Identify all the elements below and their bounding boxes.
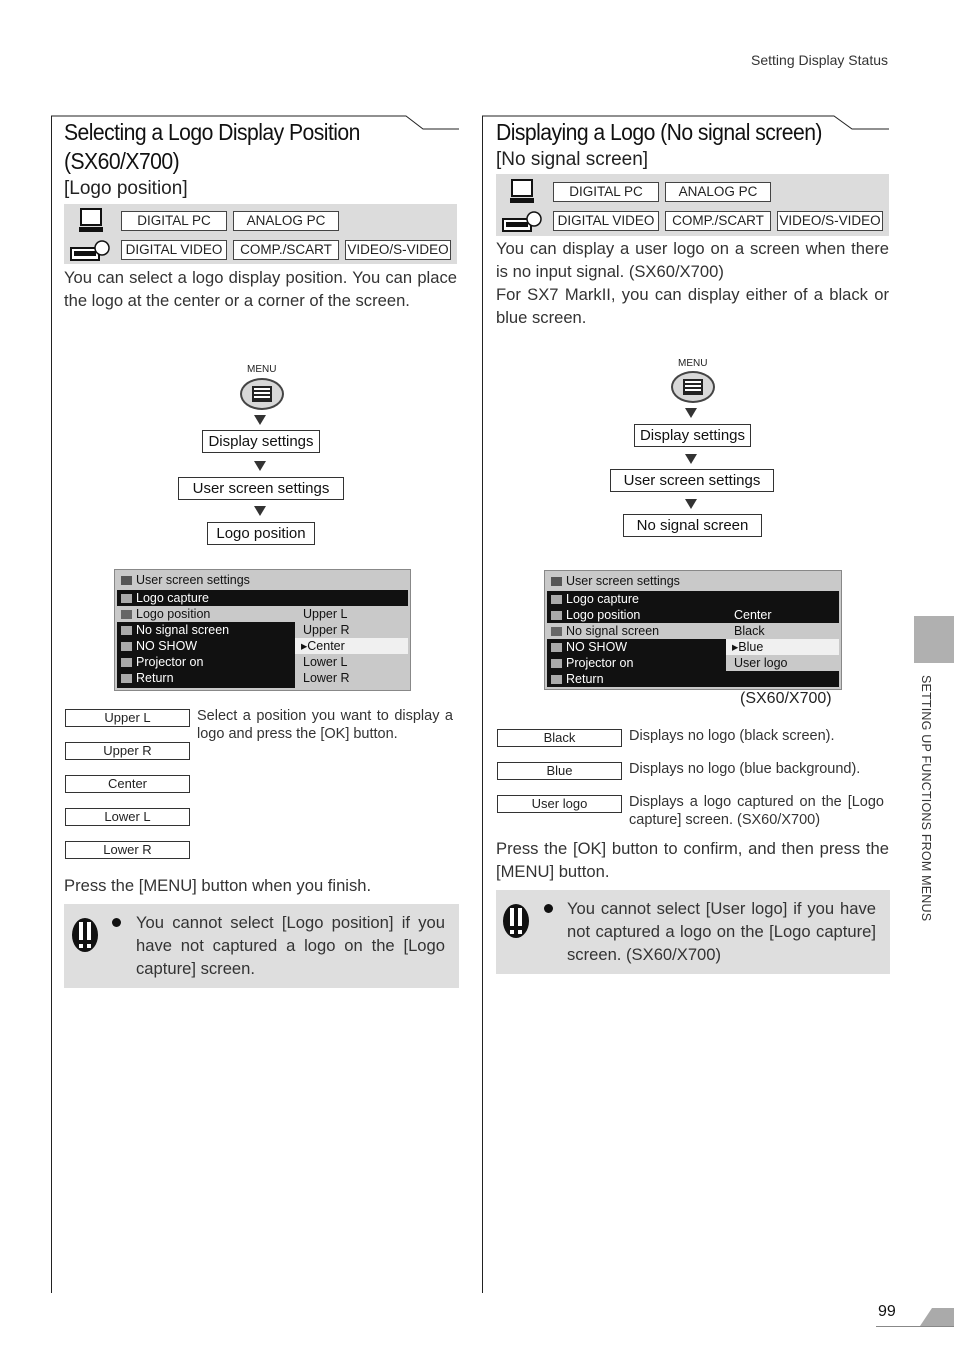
option-blue: Blue (497, 762, 622, 780)
screen-value: Black (734, 624, 765, 638)
left-signal-panel (64, 204, 457, 264)
position-option-center: Center (65, 775, 190, 793)
left-menu-screenshot (114, 569, 411, 691)
menu-step-logo-position: Logo position (207, 522, 315, 545)
menu-button-icon (671, 371, 715, 403)
screen-header: User screen settings (547, 573, 839, 589)
right-note (496, 890, 890, 974)
position-option-lower-r: Lower R (65, 841, 190, 859)
screen-row-no-show: NO SHOW (547, 639, 627, 655)
menu-button-label: MENU (678, 358, 708, 369)
chapter-tab (914, 616, 954, 663)
menu-step-user-screen-settings: User screen settings (610, 469, 774, 492)
screen-row-logo-position: Logo position (547, 607, 640, 623)
left-column-rule (51, 116, 52, 1293)
left-title-line2: (SX60/X700) (64, 148, 180, 174)
chip-video-svideo: VIDEO/S-VIDEO (777, 211, 883, 231)
chapter-side-label: SETTING UP FUNCTIONS FROM MENUS (919, 675, 933, 922)
chip-comp-scart: COMP./SCART (665, 211, 771, 231)
menu-step-user-screen-settings: User screen settings (178, 477, 344, 500)
menu-step-no-signal-screen: No signal screen (623, 514, 762, 537)
screen-row-no-show: NO SHOW (117, 638, 197, 654)
option-black-desc: Displays no logo (black screen). (629, 728, 835, 744)
screen-row-return: Return (117, 670, 174, 686)
video-player-icon (502, 209, 542, 233)
screen-option-selected: ▸Center (295, 638, 408, 654)
chip-digital-pc: DIGITAL PC (121, 211, 227, 231)
screenshot-caption: (SX60/X700) (740, 690, 832, 707)
right-confirm-text: Press the [OK] button to confirm, and then press the [MENU] button. (496, 839, 889, 881)
position-option-upper-l: Upper L (65, 709, 190, 727)
right-section-title: Displaying a Logo (No signal screen) (496, 119, 822, 145)
position-description: Select a position you want to display a logo and press the [OK] button. (197, 708, 453, 742)
arrow-down-icon (685, 408, 697, 418)
left-intro: You can select a logo display position. You can place the logo at the center or a corner of the screen. (64, 268, 457, 310)
screen-option: Lower R (303, 671, 350, 685)
chip-video-svideo: VIDEO/S-VIDEO (345, 240, 451, 260)
screen-value: Center (734, 608, 772, 622)
option-black: Black (497, 729, 622, 747)
left-finish-text: Press the [MENU] button when you finish. (64, 876, 372, 895)
menu-step-display-settings: Display settings (202, 430, 320, 453)
right-signal-panel (496, 174, 889, 236)
menu-step-display-settings: Display settings (634, 424, 751, 447)
screen-row-logo-capture: Logo capture (117, 590, 209, 606)
running-header: Setting Display Status (751, 52, 888, 68)
right-intro (496, 237, 889, 329)
caution-icon (502, 902, 530, 940)
chip-analog-pc: ANALOG PC (665, 182, 771, 202)
menu-button-label: MENU (247, 364, 277, 375)
screen-row-logo-capture: Logo capture (547, 591, 639, 607)
video-player-icon (70, 238, 110, 262)
screen-option: Lower L (303, 655, 348, 669)
screen-option: User logo (734, 656, 788, 670)
screen-row-projector-on: Projector on (117, 654, 203, 670)
monitor-icon (78, 208, 104, 234)
screen-header: User screen settings (117, 572, 408, 588)
option-user-logo-desc: Displays a logo captured on the [Logo capture] screen. (SX60/X700) (629, 794, 884, 828)
chip-digital-pc: DIGITAL PC (553, 182, 659, 202)
arrow-down-icon (685, 499, 697, 509)
right-menu-screenshot (544, 570, 842, 690)
page-corner-tab (876, 1306, 954, 1328)
screen-option: Upper R (303, 623, 350, 637)
caution-icon (71, 916, 99, 954)
right-intro-line1: You can display a user logo on a screen when there is no input signal. (SX60/X700) (496, 239, 889, 281)
arrow-down-icon (254, 506, 266, 516)
arrow-down-icon (685, 454, 697, 464)
screen-row-no-signal: No signal screen (117, 622, 229, 638)
right-note-text: You cannot select [User logo] if you have not captured a logo on the [Logo capture] screen. (SX60/X700) (567, 899, 876, 964)
arrow-down-icon (254, 461, 266, 471)
left-note (64, 904, 459, 988)
right-column-rule (482, 116, 483, 1293)
menu-button-icon (240, 378, 284, 410)
position-option-upper-r: Upper R (65, 742, 190, 760)
screen-row-return: Return (547, 671, 604, 687)
right-intro-line2: For SX7 MarkII, you can display either of a black or blue screen. (496, 285, 889, 327)
screen-option-selected: ▸Blue (726, 639, 839, 655)
option-blue-desc: Displays no logo (blue background). (629, 761, 861, 777)
right-subtitle: [No signal screen] (496, 149, 649, 170)
page-number: 99 (878, 1303, 896, 1320)
chip-comp-scart: COMP./SCART (233, 240, 339, 260)
left-title-line1: Selecting a Logo Display Position (64, 119, 360, 145)
arrow-down-icon (254, 415, 266, 425)
chip-digital-video: DIGITAL VIDEO (553, 211, 659, 231)
chip-analog-pc: ANALOG PC (233, 211, 339, 231)
left-subtitle: [Logo position] (64, 178, 188, 199)
screen-row-projector-on: Projector on (547, 655, 633, 671)
option-user-logo: User logo (497, 795, 622, 813)
screen-row-logo-position: Logo position (117, 606, 408, 622)
screen-option: Upper L (303, 607, 348, 621)
bullet-icon (544, 904, 553, 913)
chip-digital-video: DIGITAL VIDEO (121, 240, 227, 260)
bullet-icon (112, 918, 121, 927)
left-note-text: You cannot select [Logo position] if you have not captured a logo on the [Logo capture] screen. (136, 913, 445, 978)
position-option-lower-l: Lower L (65, 808, 190, 826)
left-section-title (64, 118, 395, 176)
screen-row-no-signal: No signal screen (547, 623, 839, 639)
monitor-icon (509, 179, 535, 205)
